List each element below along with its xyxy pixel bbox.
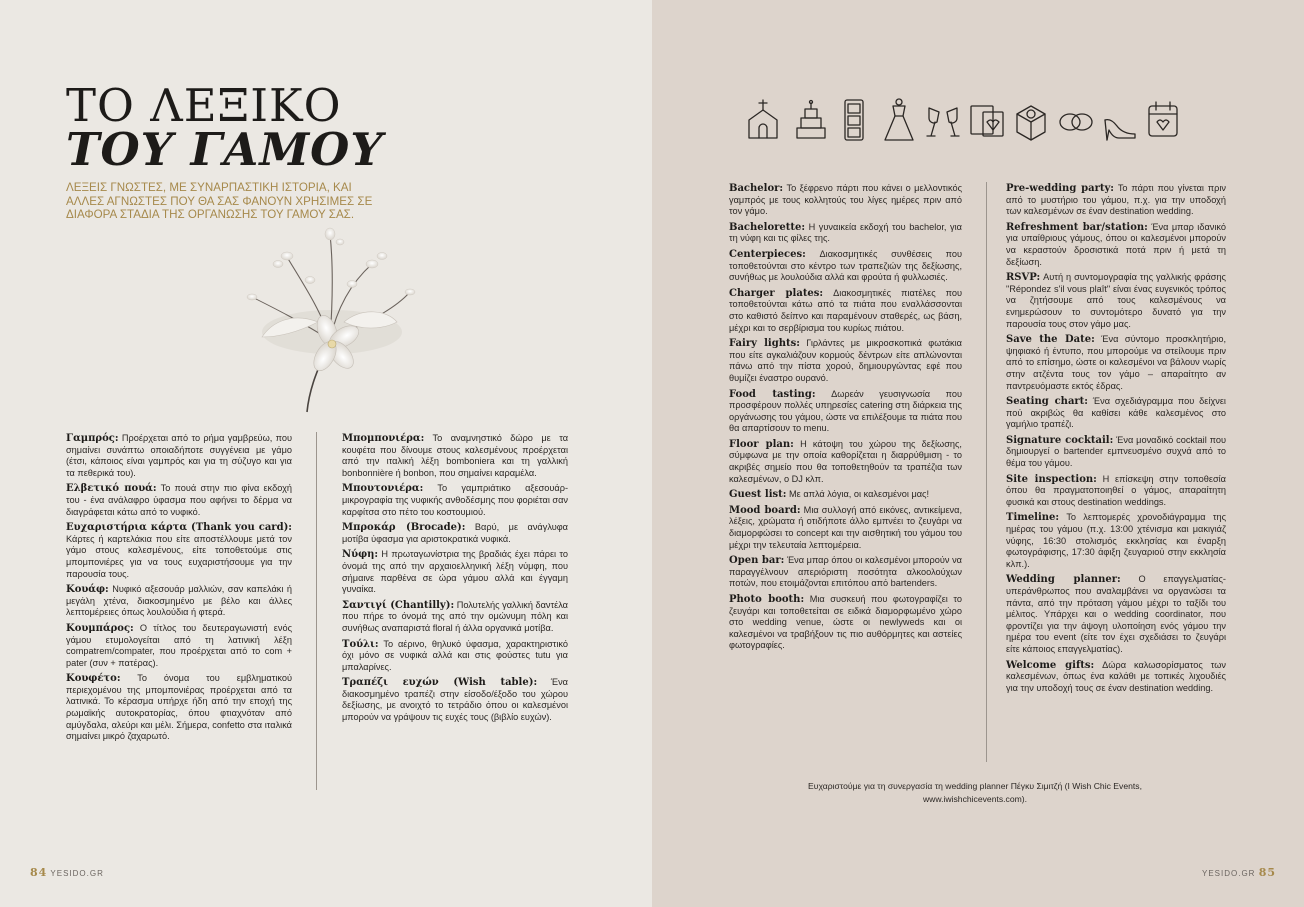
ring-box-icon — [1017, 106, 1045, 140]
page-number-left: 84 — [30, 866, 48, 879]
glossary-entry — [729, 439, 962, 485]
entry-term: Bachelorette: — [729, 221, 806, 233]
glossary-entry — [1006, 574, 1226, 655]
flower-illustration — [232, 212, 422, 422]
entry-term: Seating chart: — [1006, 396, 1088, 408]
entry-definition: Μια συλλογή από εικόνες, αντικείμενα, λέξεις, χρώματα ή οτιδήποτε άλλο εμπνέει το ζευγάρι να διαμορφώσει το concept και την αισθητική του γάμου του μέχρι την τελευταία λεπτομέρεια. — [729, 504, 962, 550]
entry-term: Food tasting: — [729, 388, 816, 400]
wedding-rings-icon — [1060, 114, 1092, 130]
entry-term: Σαντιγί (Chantilly): — [342, 599, 455, 611]
glossary-entry — [342, 677, 568, 723]
entry-definition: Το πουά στην πιο φίνα εκδοχή του - ένα ανάλαφρο ύφασμα που αφήνει το δέρμα να διαγράφεται κάτω από το νυφικό. — [66, 483, 292, 517]
glossary-column-4 — [1006, 183, 1226, 698]
entry-definition: Πολυτελής γαλλική δαντέλα που πήρε το όνομά της από την ομώνυμη πόλη και συνήθως αναπαριστά floral ή άλλα οργανικά μοτίβα. — [342, 599, 568, 633]
page-title — [66, 79, 384, 176]
entry-definition: Δωρεάν γευσιγνωσία που προσφέρουν πολλές υπηρεσίες catering στη διάρκεια της οργάνωσης του γάμου, ώστε να επιλέξουμε τα πιάτα που θα απαρτίσουν το menu. — [729, 388, 963, 434]
entry-term: Refreshment bar/station: — [1006, 221, 1148, 233]
glossary-entry — [342, 483, 568, 518]
glossary-column-3 — [729, 183, 962, 656]
folio-left — [30, 866, 104, 879]
entry-definition: Αυτή η συντομογραφία της γαλλικής φράσης "Répondez s'il vous plaît" είναι ένας ευγενικός τρόπος να ζητήσουμε από τους καλεσμένους να ενημερώσουν το συντομότερο δυνατό για την παρουσία τους στον γάμο μας. — [1006, 272, 1226, 329]
entry-definition: Προέρχεται από το ρήμα γαμβρεύω, που σημαίνει συνάπτω οποιαδήποτε συγγένεια με γάμο (έτσι, κάποιος είναι γαμπρός και για τη σύζυγο και για τα πεθερικά του). — [66, 433, 292, 478]
entry-definition: Ένα σχεδιάγραμμα που δείχνει πού ακριβώς θα καθίσει κάθε καλεσμένος στο γαμήλιο τραπέζι. — [1006, 396, 1226, 430]
glossary-entry — [342, 522, 568, 545]
entry-term: Mood board: — [729, 504, 801, 516]
entry-term: Μπουτονιέρα: — [342, 483, 424, 495]
glossary-column-1 — [66, 433, 292, 747]
column-divider — [316, 432, 317, 790]
entry-term: Photo booth: — [729, 594, 805, 605]
entry-definition: Μια συσκευή που φωτογραφίζει το ζευγάρι και τοποθετείται σε ειδικά διαμορφωμένο χώρο στο wedding venue, ώστε οι newlyweds και οι καλεσμένοι να τραβήξουν τις πιο αυθόρμητες και αστείες φωτογραφίες. — [729, 594, 962, 651]
wedding-cake-icon — [797, 101, 825, 139]
entry-definition: Ένα μοναδικό cocktail που δημιουργεί ο bartender εμπνευσμένο συχνά από το θέμα του γάμου. — [1006, 434, 1226, 469]
glossary-entry — [66, 433, 292, 479]
glossary-entry — [729, 288, 962, 334]
entry-definition: Ο επαγγελματίας-υπεράνθρωπος που αναλαμβάνει να οργανώσει τα πάντα, από την πρόταση γάμου μέχρι το ταξίδι του μέλιτος. Υπάρχει και ο wedding coordinator, που φροντίζει για την άψογη υλοποίηση ενός γάμου την ημέρα του event (είτε τον έχει σχεδιάσει το ζευγάρι είτε κάποιος επαγγελματίας). — [1006, 574, 1226, 654]
entry-definition: Δώρα καλωσορίσματος των καλεσμένων, όπως ένα καλάθι με τοπικές λιχουδιές για την υποδοχή τους σε έναν destination wedding. — [1006, 659, 1226, 693]
glossary-column-2 — [342, 433, 568, 728]
folio-right — [1202, 866, 1276, 879]
glossary-entry — [1006, 334, 1226, 392]
entry-term: Guest list: — [729, 489, 787, 501]
entry-term: Ευχαριστήρια κάρτα (Thank you card): — [66, 522, 292, 534]
entry-term: Signature cocktail: — [1006, 434, 1114, 446]
entry-definition: Το πάρτι που γίνεται πριν από το μυστήριο του γάμου, π.χ. για την υποδοχή των καλεσμένων σε έναν destination wedding. — [1006, 183, 1226, 217]
entry-definition: Το αναμνηστικό δώρο με τα κουφέτα που δίνουμε στους καλεσμένους προέρχεται από την ιταλική λέξη bomboniera και τη γαλλική bonbonnière ή bonbon, που σημαίνει καραμέλα. — [342, 433, 568, 478]
glossary-entry — [66, 483, 292, 518]
entry-definition: Νυφικό αξεσουάρ μαλλιών, σαν καπελάκι ή μεγάλη χτένα, διακοσμημένο με βέλο και άλλες λεπτομέρειες όπως λουλούδια ή φτερά. — [66, 584, 292, 618]
entry-term: Μπροκάρ (Brocade): — [342, 522, 466, 534]
calendar-heart-icon — [1149, 102, 1177, 136]
entry-term: Ελβετικό πουά: — [66, 483, 157, 495]
entry-term: Timeline: — [1006, 512, 1060, 524]
champagne-glasses-icon — [927, 108, 959, 136]
entry-term: Site inspection: — [1006, 473, 1097, 485]
glossary-entry — [1006, 435, 1226, 470]
entry-definition: Βαρύ, με ανάγλυφα μοτίβα ύφασμα για αριστοκρατικά νυφικά. — [342, 522, 568, 544]
title-line-1: ΤΟ ΛΕΞΙΚΟ — [66, 79, 342, 132]
glossary-entry — [1006, 183, 1226, 218]
glossary-entry — [342, 639, 568, 674]
entry-definition: Η κάτοψη του χώρου της δεξίωσης, σύμφωνα με την οποία καθορίζεται η διαρρύθμιση - το ακριβές σημείο που θα τοποθετηθούν τα τραπέζια των καλεσμένων, ο DJ κλπ. — [729, 438, 962, 484]
page-number-right: 85 — [1258, 866, 1276, 879]
glossary-entry — [729, 505, 962, 551]
church-icon — [749, 100, 777, 138]
entry-definition: Το γαμπριάτικο αξεσουάρ-μικρογραφία της νυφικής ανθοδέσμης που φοριέται σαν καρφίτσα στο πέτο του κοστουμιού. — [342, 483, 568, 517]
entry-definition: Ένα διακοσμημένο τραπέζι στην είσοδο/έξοδο του χώρου δεξίωσης, με ανοιχτό το τετράδιο όπου οι καλεσμένοι μπορούν να γράψουν τις ευχές τους (βιβλίο ευχών). — [342, 677, 568, 723]
credits-line-1: Ευχαριστούμε για τη συνεργασία τη wedding planner Πέγκυ Σιμιτζή (I Wish Chic Events, — [808, 781, 1142, 791]
entry-term: RSVP: — [1006, 272, 1041, 284]
entry-term: Μπομπονιέρα: — [342, 433, 425, 444]
photo-strip-icon — [845, 100, 863, 140]
glossary-entry — [66, 673, 292, 743]
column-divider — [986, 182, 987, 762]
entry-definition: Η πρωταγωνίστρια της βραδιάς έχει πάρει το όνομά της από την αρχαιοελληνική λέξη νύμφη, που σήμαινε παρθένα σε ώρα γάμου αλλά και έγγαμη γυναίκα. — [342, 549, 568, 595]
entry-definition: Το όνομα του εμβληματικού περιεχομένου της μπομπονιέρας προέρχεται από τα λατινικά. Το κέρασμα υπήρχε ήδη από την εποχή της ρωμαϊκής αυτοκρατορίας, όπου φτιαχνόταν από αμύγδαλα, αλεύρι και μέλι. Σήμερα, confetto στα ιταλικά σημαίνει μικρό ζαχαρωτό. — [66, 673, 292, 742]
entry-term: Floor plan: — [729, 438, 794, 450]
invitation-icon — [971, 106, 1003, 136]
entry-term: Κουμπάρος: — [66, 622, 134, 634]
glossary-entry — [342, 433, 568, 479]
entry-term: Γαμπρός: — [66, 433, 119, 444]
glossary-entry — [66, 522, 292, 580]
site-name-left: YESIDO.GR — [50, 869, 104, 878]
glossary-entry — [729, 489, 962, 501]
entry-definition: Ένα μπαρ όπου οι καλεσμένοι μπορούν να παραγγέλνουν απεριόριστη ποσότητα αλκοολούχων ποτών, που ετοιμάζονται επιτόπου από bartenders. — [729, 555, 962, 589]
entry-term: Open bar: — [729, 555, 785, 567]
glossary-entry — [1006, 396, 1226, 431]
entry-term: Νύφη: — [342, 549, 379, 561]
entry-term: Fairy lights: — [729, 338, 800, 350]
glossary-entry — [342, 600, 568, 635]
entry-definition: Το ξέφρενο πάρτι που κάνει ο μελλοντικός γαμπρός με τους κολλητούς του λίγες ημέρες πριν από τον γάμο. — [729, 183, 962, 217]
glossary-entry — [729, 389, 962, 435]
entry-definition: Η γυναικεία εκδοχή του bachelor, για τη νύφη και τις φίλες της. — [729, 221, 962, 244]
site-name-right: YESIDO.GR — [1202, 869, 1256, 878]
entry-definition: Διακοσμητικές πιατέλες που τοποθετούνται κάτω από τα πιάτα που εναλλάσσονται στο καθιστό δείπνο και παραμένουν σταθερές, ως βάση, μέχρι και το σερβίρισμα του κυρίως πιάτου. — [729, 287, 962, 333]
entry-term: Save the Date: — [1006, 334, 1095, 346]
entry-definition: Το λεπτομερές χρονοδιάγραμμα της ημέρας του γάμου (π.χ. 13:00 χτένισμα και μακιγιάζ νύφης, 16:30 στολισμός εκκλησίας και έναρξη φωτογράφισης, 17:30 άφιξη ζευγαριού στην εκκλησία κλπ.). — [1006, 512, 1226, 569]
entry-term: Bachelor: — [729, 183, 784, 194]
glossary-entry — [66, 584, 292, 619]
entry-definition: Ένα σύντομο προσκλητήριο, ψηφιακό ή έντυπο, που μπορούμε να στείλουμε πριν από το επίσημο, ώστε οι καλεσμένοι να βάλουν νωρίς στην ατζέντα τους τον γάμο – απαραίτητο αν παντρευόμαστε εκτός έδρας. — [1006, 334, 1226, 391]
entry-definition: Ο τίτλος του δευτεραγωνιστή ενός γάμου ετυμολογείται από τη λατινική λέξη compatrem/compater, που προέρχεται από το com + pater (συν + πατέρας). — [66, 622, 292, 668]
entry-term: Welcome gifts: — [1006, 659, 1095, 671]
entry-term: Wedding planner: — [1006, 574, 1121, 586]
glossary-entry — [1006, 512, 1226, 570]
entry-definition: Κάρτες ή καρτελάκια που είτε αποστέλλουμε μετά τον γάμο στους καλεσμένους, είτε τοποθετούμε στις μπομπονιέρες για να τους ευχαριστήσουμε για την παρουσία τους. — [66, 533, 292, 579]
entry-term: Pre-wedding party: — [1006, 183, 1114, 194]
glossary-entry — [1006, 660, 1226, 695]
subtitle: ΛΕΞΕΙΣ ΓΝΩΣΤΕΣ, ΜΕ ΣΥΝΑΡΠΑΣΤΙΚΗ ΙΣΤΟΡΙΑ, ΚΑΙ ΑΛΛΕΣ ΑΓΝΩΣΤΕΣ ΠΟΥ ΘΑ ΣΑΣ ΦΑΝΟΥΝ ΧΡΗΣΙΜΕΣ ΣΕ ΔΙΑΦΟΡΑ ΣΤΑΔΙΑ ΤΗΣ ΟΡΓΑΝΩΣΗΣ ΤΟΥ ΓΑΜΟΥ ΣΑΣ. — [66, 181, 373, 221]
high-heel-shoe-icon — [1105, 120, 1135, 140]
entry-definition: Διακοσμητικές συνθέσεις που τοποθετούνται στο κέντρο των τραπεζιών της δεξίωσης, συνήθως με λουλούδια αλλά και φρούτα ή φυλλωσιές. — [729, 248, 962, 283]
glossary-entry — [342, 549, 568, 595]
entry-term: Κουάφ: — [66, 584, 109, 596]
entry-term: Centerpieces: — [729, 248, 806, 260]
glossary-entry — [1006, 222, 1226, 268]
glossary-entry — [729, 555, 962, 590]
glossary-entry — [729, 222, 962, 245]
title-line-2: ΤΟΥ ΓΑΜΟΥ — [66, 123, 384, 176]
entry-definition: Με απλά λόγια, οι καλεσμένοι μας! — [789, 489, 930, 500]
glossary-entry — [729, 249, 962, 284]
wedding-dress-icon — [885, 99, 913, 140]
entry-definition: Γιρλάντες με μικροσκοπικά φωτάκια που είτε αγκαλιάζουν κορμούς δέντρων είτε απλώνονται πάνω από την πίστα χορού, δημιουργώντας εφέ που θυμίζει έναστρο ουρανό. — [729, 338, 962, 383]
entry-term: Κουφέτο: — [66, 673, 121, 685]
entry-term: Τραπέζι ευχών (Wish table): — [342, 677, 538, 689]
entry-definition: Η επίσκεψη στην τοποθεσία όπου θα πραγματοποιηθεί ο γάμος, απαραίτητη φυσικά και στους destination weddings. — [1006, 473, 1226, 507]
glossary-entry — [729, 183, 962, 218]
wedding-icons-row — [745, 98, 1195, 142]
entry-term: Charger plates: — [729, 287, 824, 299]
entry-definition: Ένα μπαρ ιδανικό για υπαίθριους γάμους, όπου οι καλεσμένοι μπορούν να κεραστούν δροσιστικά ποτά πριν ή μετά τη δεξίωση. — [1006, 221, 1227, 267]
glossary-entry — [729, 338, 962, 384]
glossary-entry — [66, 623, 292, 669]
credits — [770, 780, 1180, 806]
glossary-entry — [729, 594, 962, 652]
glossary-entry — [1006, 272, 1226, 330]
entry-definition: Το αέρινο, θηλυκό ύφασμα, χαρακτηριστικό όχι μόνο σε νυφικά αλλά και στις φούστες tutu για μπαλαρίνες. — [342, 638, 568, 672]
entry-term: Τούλι: — [342, 638, 379, 650]
glossary-entry — [1006, 474, 1226, 509]
credits-line-2: www.iwishchicevents.com). — [922, 794, 1028, 804]
